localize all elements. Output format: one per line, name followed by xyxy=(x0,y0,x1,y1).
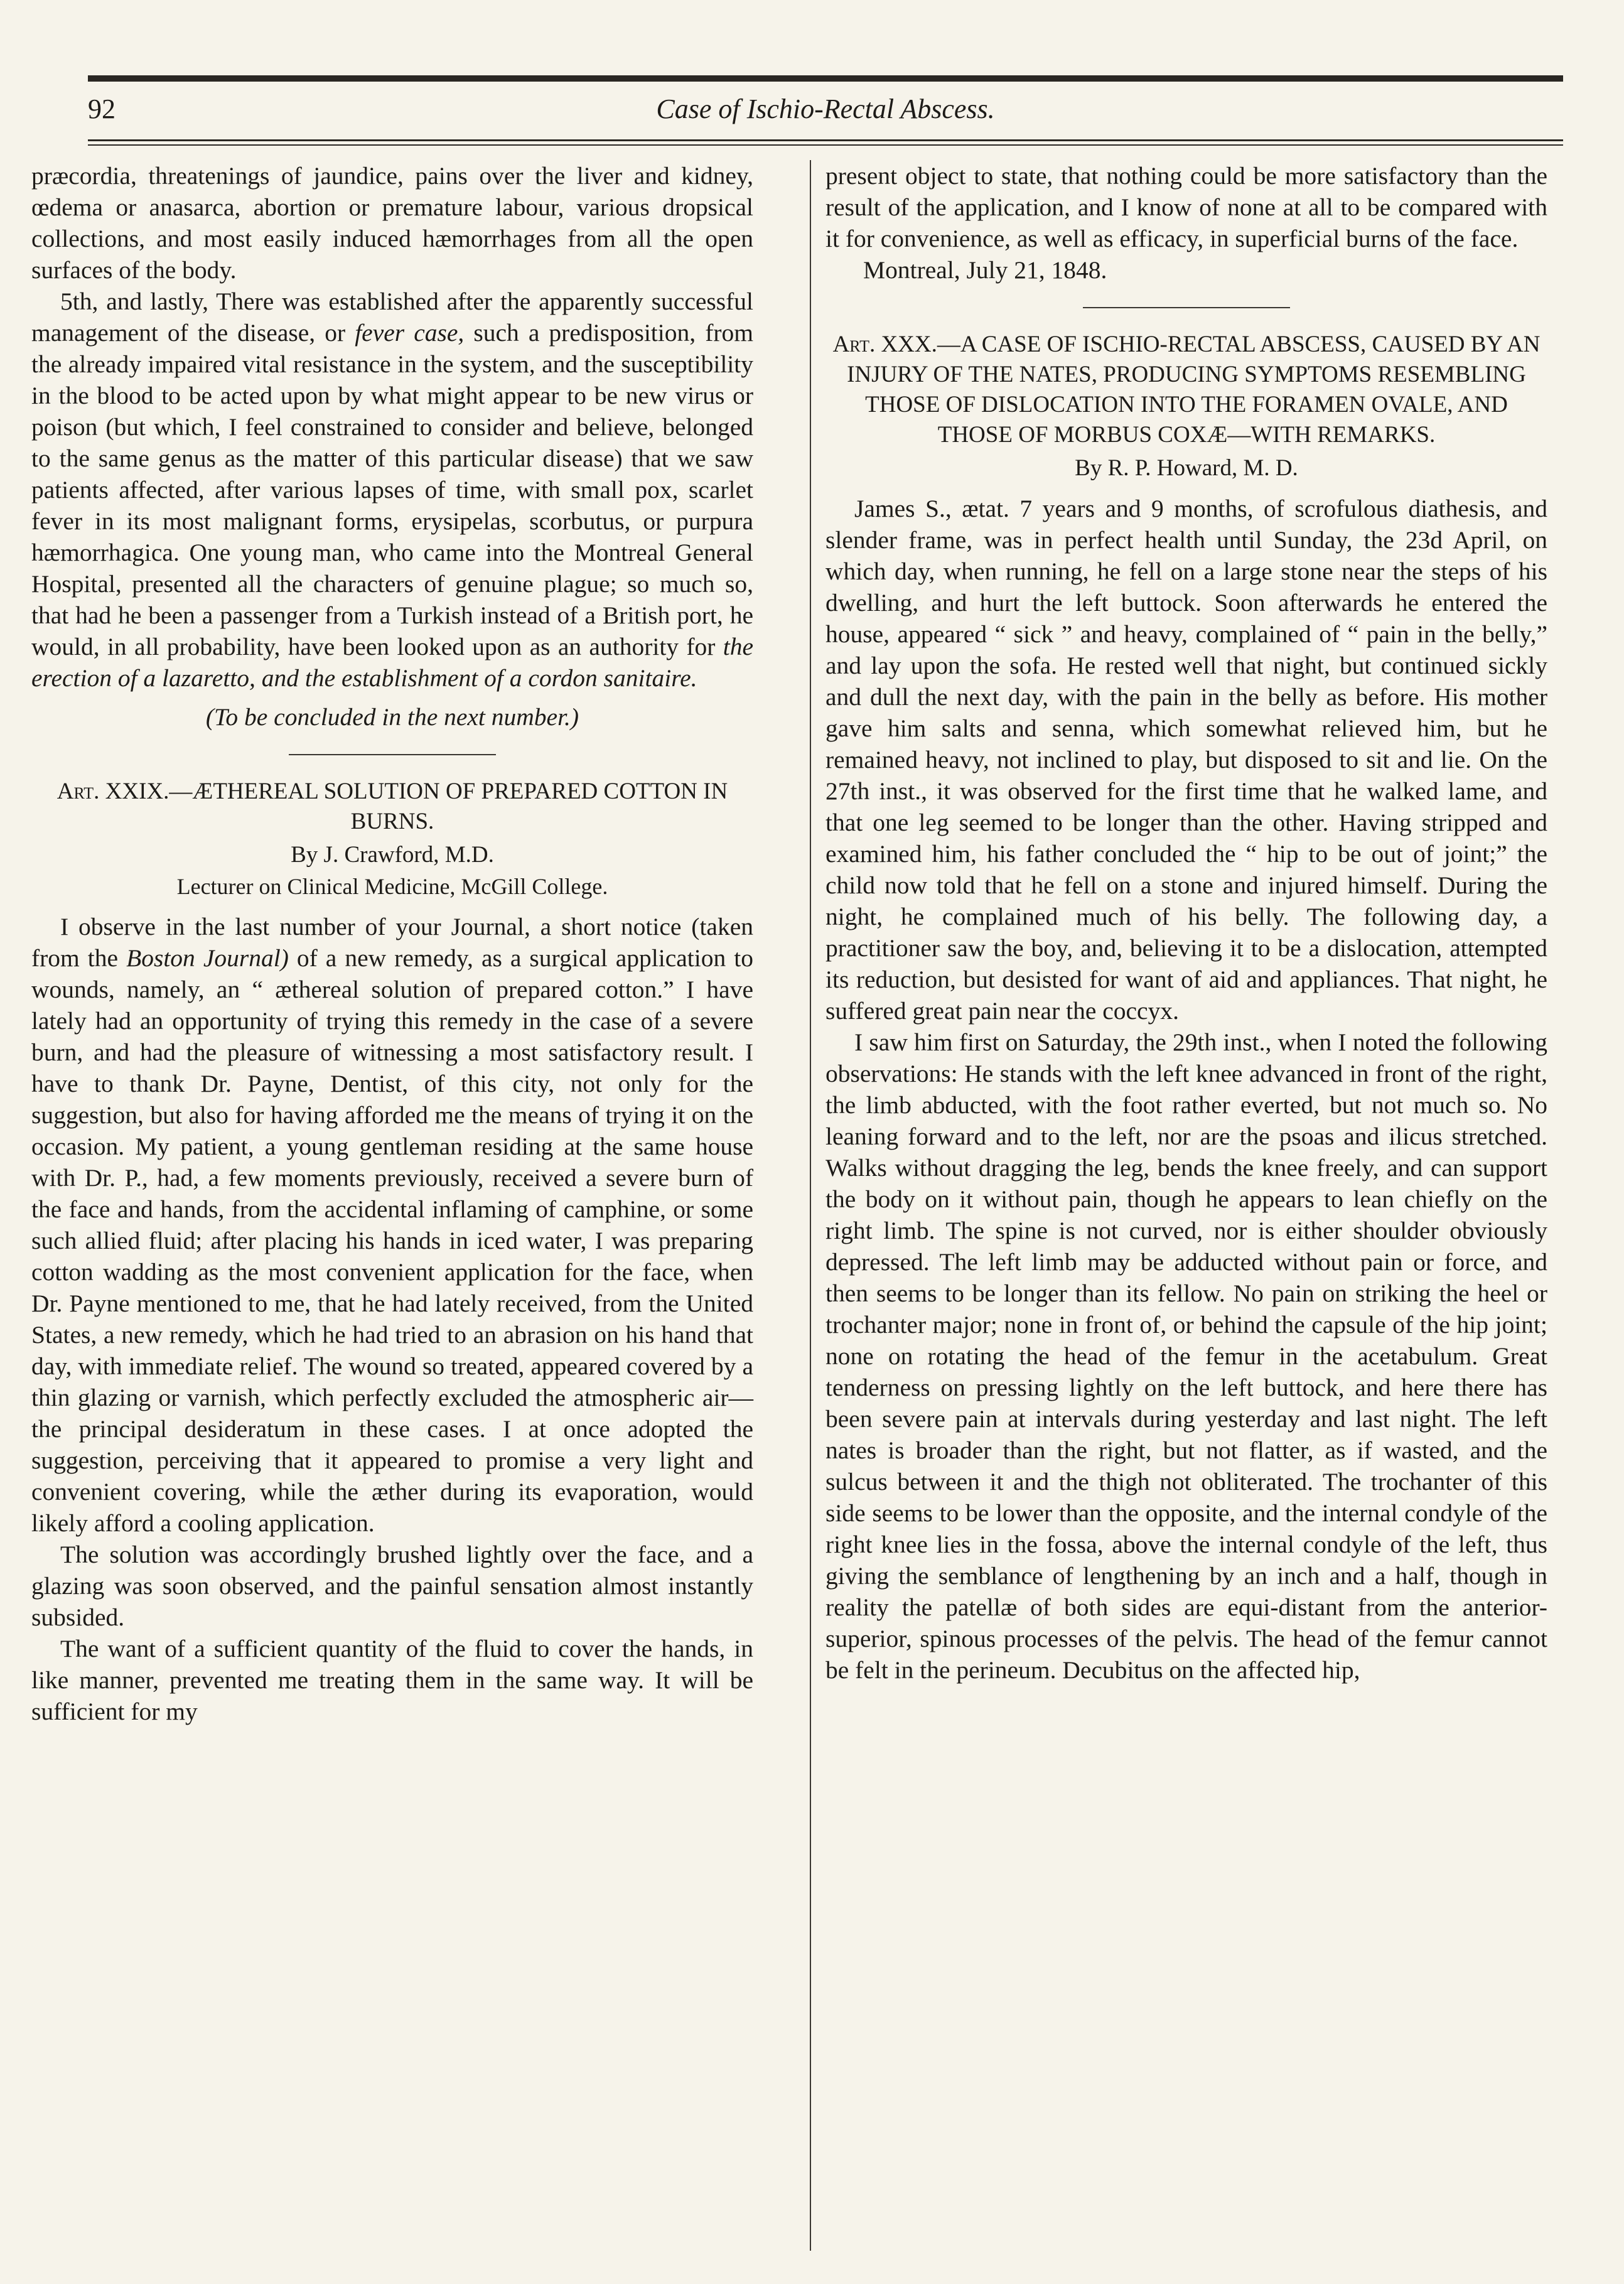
dateline: Montreal, July 21, 1848. xyxy=(863,256,1107,284)
article-byline: By J. Crawford, M.D. xyxy=(291,842,494,868)
paragraph: present object to state, that nothing could be more satisfactory than the result of the application, and I know of none at all to be compared with it for convenience, as well as efficacy, in superficial burns of the face. xyxy=(825,162,1547,252)
column-divider xyxy=(810,160,811,2251)
page-number: 92 xyxy=(88,94,116,124)
article-title: —A CASE OF ISCHIO-RECTAL ABSCESS, CAUSED BY AN INJURY OF THE NATES, PRODUCING SYMPTOMS RESEMBLING THOSE OF DISLOCATION INTO THE FORAMEN OVALE, AND THOSE OF MORBUS COXÆ—WITH REMARKS. xyxy=(847,331,1541,448)
article-heading xyxy=(825,330,1547,450)
paragraph: The want of a sufficient quantity of the fluid to cover the hands, in like manner, prevented me treating them in the same way. It will be sufficient for my xyxy=(31,1635,753,1725)
paragraph: I saw him first on Saturday, the 29th inst., when I noted the following observations: He stands with the left knee advanced in front of the right, the limb abducted, with the foot rather everted, but not much so. No leaning forward and to the left, nor are the psoas and ilicus stretched. Walks without dragging the leg, bends the knee freely, and can support the body on it without pain, though he appears to lean chiefly on the right limb. The spine is not curved, nor is either shoulder obviously depressed. The left limb may be adducted without pain or force, and then seems to be longer than its fellow. No pain on striking the heel or trochanter major; none in front of, or behind the capsule of the hip joint; none on rotating the head of the femur in the acetabulum. Great tenderness on pressing lightly on the left buttock, and here there has been severe pain at intervals during yesterday and last night. The left nates is broader than the right, but not flatter, as if wasted, and the sulcus between it and the thigh not obliterated. The trochanter of this side seems to be lower than the opposite, and the internal condyle of the right knee lies in the fossa, above the internal condyle of the left, thus giving the semblance of lengthening by an inch and a half, though in reality the patellæ of both sides are equi-distant from the anterior-superior, spinous processes of the pelvis. The head of the femur cannot be felt in the perineum. Decubitus on the affected hip, xyxy=(825,1028,1547,1684)
italic-run: Boston Journal) xyxy=(126,944,289,972)
right-column xyxy=(825,160,1547,1686)
left-column xyxy=(31,160,753,1727)
text-run: I observe in the last number of your Journal, a short notice (taken from the xyxy=(31,913,753,972)
text-run: such a predisposition, from the already impaired vital resistance in the system, and the susceptibility in the blood to be acted upon by what might appear to be new virus or poison (but which, I feel constrained to consider and believe, belonged to the same genus as the matter of this particular disease) that we saw patients affected, after various lapses of time, with small pox, scarlet fever in its most malignant forms, erysipelas, scorbutus, or purpura hæmorrhagica. One young man, who came into the Montreal General Hospital, presented all the characters of genuine plague; so much so, that had he been a passenger from a Turkish instead of a British port, he would, in all probability, have been looked upon as an authority for xyxy=(31,319,753,660)
article-title: —ÆTHEREAL SOLUTION OF PREPARED COTTON IN BURNS. xyxy=(169,778,728,834)
italic-run: the erection of a lazaretto, and the establishment of a cordon sanitaire. xyxy=(31,633,753,692)
paragraph xyxy=(31,911,753,1539)
continuation-note: (To be concluded in the next number.) xyxy=(205,703,579,731)
paragraph: præcordia, threatenings of jaundice, pains over the liver and kidney, œdema or anasarca, abortion or premature labour, various dropsical collections, and most easily induced hæmorrhages from all the open surfaces of the body. xyxy=(31,162,753,284)
section-divider xyxy=(289,754,496,755)
article-byline: By R. P. Howard, M. D. xyxy=(1075,455,1298,481)
paragraph xyxy=(31,286,753,694)
header-rule xyxy=(88,139,1563,141)
top-rule xyxy=(88,75,1563,82)
article-number: Art. XXIX. xyxy=(56,778,169,804)
running-title: Case of Ischio-Rectal Abscess. xyxy=(656,94,995,124)
paragraph: James S., ætat. 7 years and 9 months, of scrofulous diathesis, and slender frame, was in perfect health until Sunday, the 23d April, on which day, when running, he fell on a large stone near the steps of his dwelling, and hurt the left buttock. Soon afterwards he entered the house, appeared “ sick ” and heavy, complained of “ pain in the belly,” and lay upon the sofa. He rested well that night, but continued sickly and dull the next day, with the pain in the belly as before. His mother gave him salts and senna, which somewhat relieved him, but he remained heavy, not inclined to play, but disposed to sit and lie. On the 27th inst., it was observed for the first time that he walked lame, and that one leg seemed to be longer than the other. Having stripped and examined him, his father concluded the “ hip to be out of joint;” the child now told that he fell on a stone and injured himself. During the night, he complained much of his belly. The following day, a practitioner saw the boy, and, believing it to be a dislocation, attempted its reduction, but desisted for want of aid and appliances. That night, he suffered great pain near the coccyx. xyxy=(825,495,1547,1025)
text-run: 5th, and lastly, There was established after the apparently successful management of the disease, or xyxy=(31,288,753,347)
header-rule-secondary xyxy=(88,144,1563,146)
paragraph: The solution was accordingly brushed lightly over the face, and a glazing was soon observed, and the painful sensation almost instantly subsided. xyxy=(31,1541,753,1631)
page-header xyxy=(88,88,1563,132)
section-divider xyxy=(1083,307,1290,308)
article-number: Art. XXX. xyxy=(832,331,937,357)
italic-run: fever case, xyxy=(355,319,465,347)
author-affiliation: Lecturer on Clinical Medicine, McGill College. xyxy=(176,874,608,899)
article-heading xyxy=(31,777,753,837)
text-run: of a new remedy, as a surgical application to wounds, namely, an “ æthereal solution of prepared cotton.” I have lately had an opportunity of trying this remedy in the case of a severe burn, and had the pleasure of witnessing a most satisfactory result. I have to thank Dr. Payne, Dentist, of this city, not only for the suggestion, but also for having afforded me the means of trying it on the occasion. My patient, a young gentleman residing at the same house with Dr. P., had, a few moments previously, received a severe burn of the face and hands, from the accidental inflaming of camphine, or some such allied fluid; after placing his hands in iced water, I was preparing cotton wadding as the most convenient application for the face, when Dr. Payne mentioned to me, that he had lately received, from the United States, a new remedy, which he had tried to an abrasion on his hand that day, with immediate relief. The wound so treated, appeared covered by a thin glazing or varnish, which perfectly excluded the atmospheric air—the principal desideratum in these cases. I at once adopted the suggestion, perceiving that it appeared to promise a very light and convenient covering, while the æther during its evaporation, would likely afford a cooling application. xyxy=(31,944,753,1537)
